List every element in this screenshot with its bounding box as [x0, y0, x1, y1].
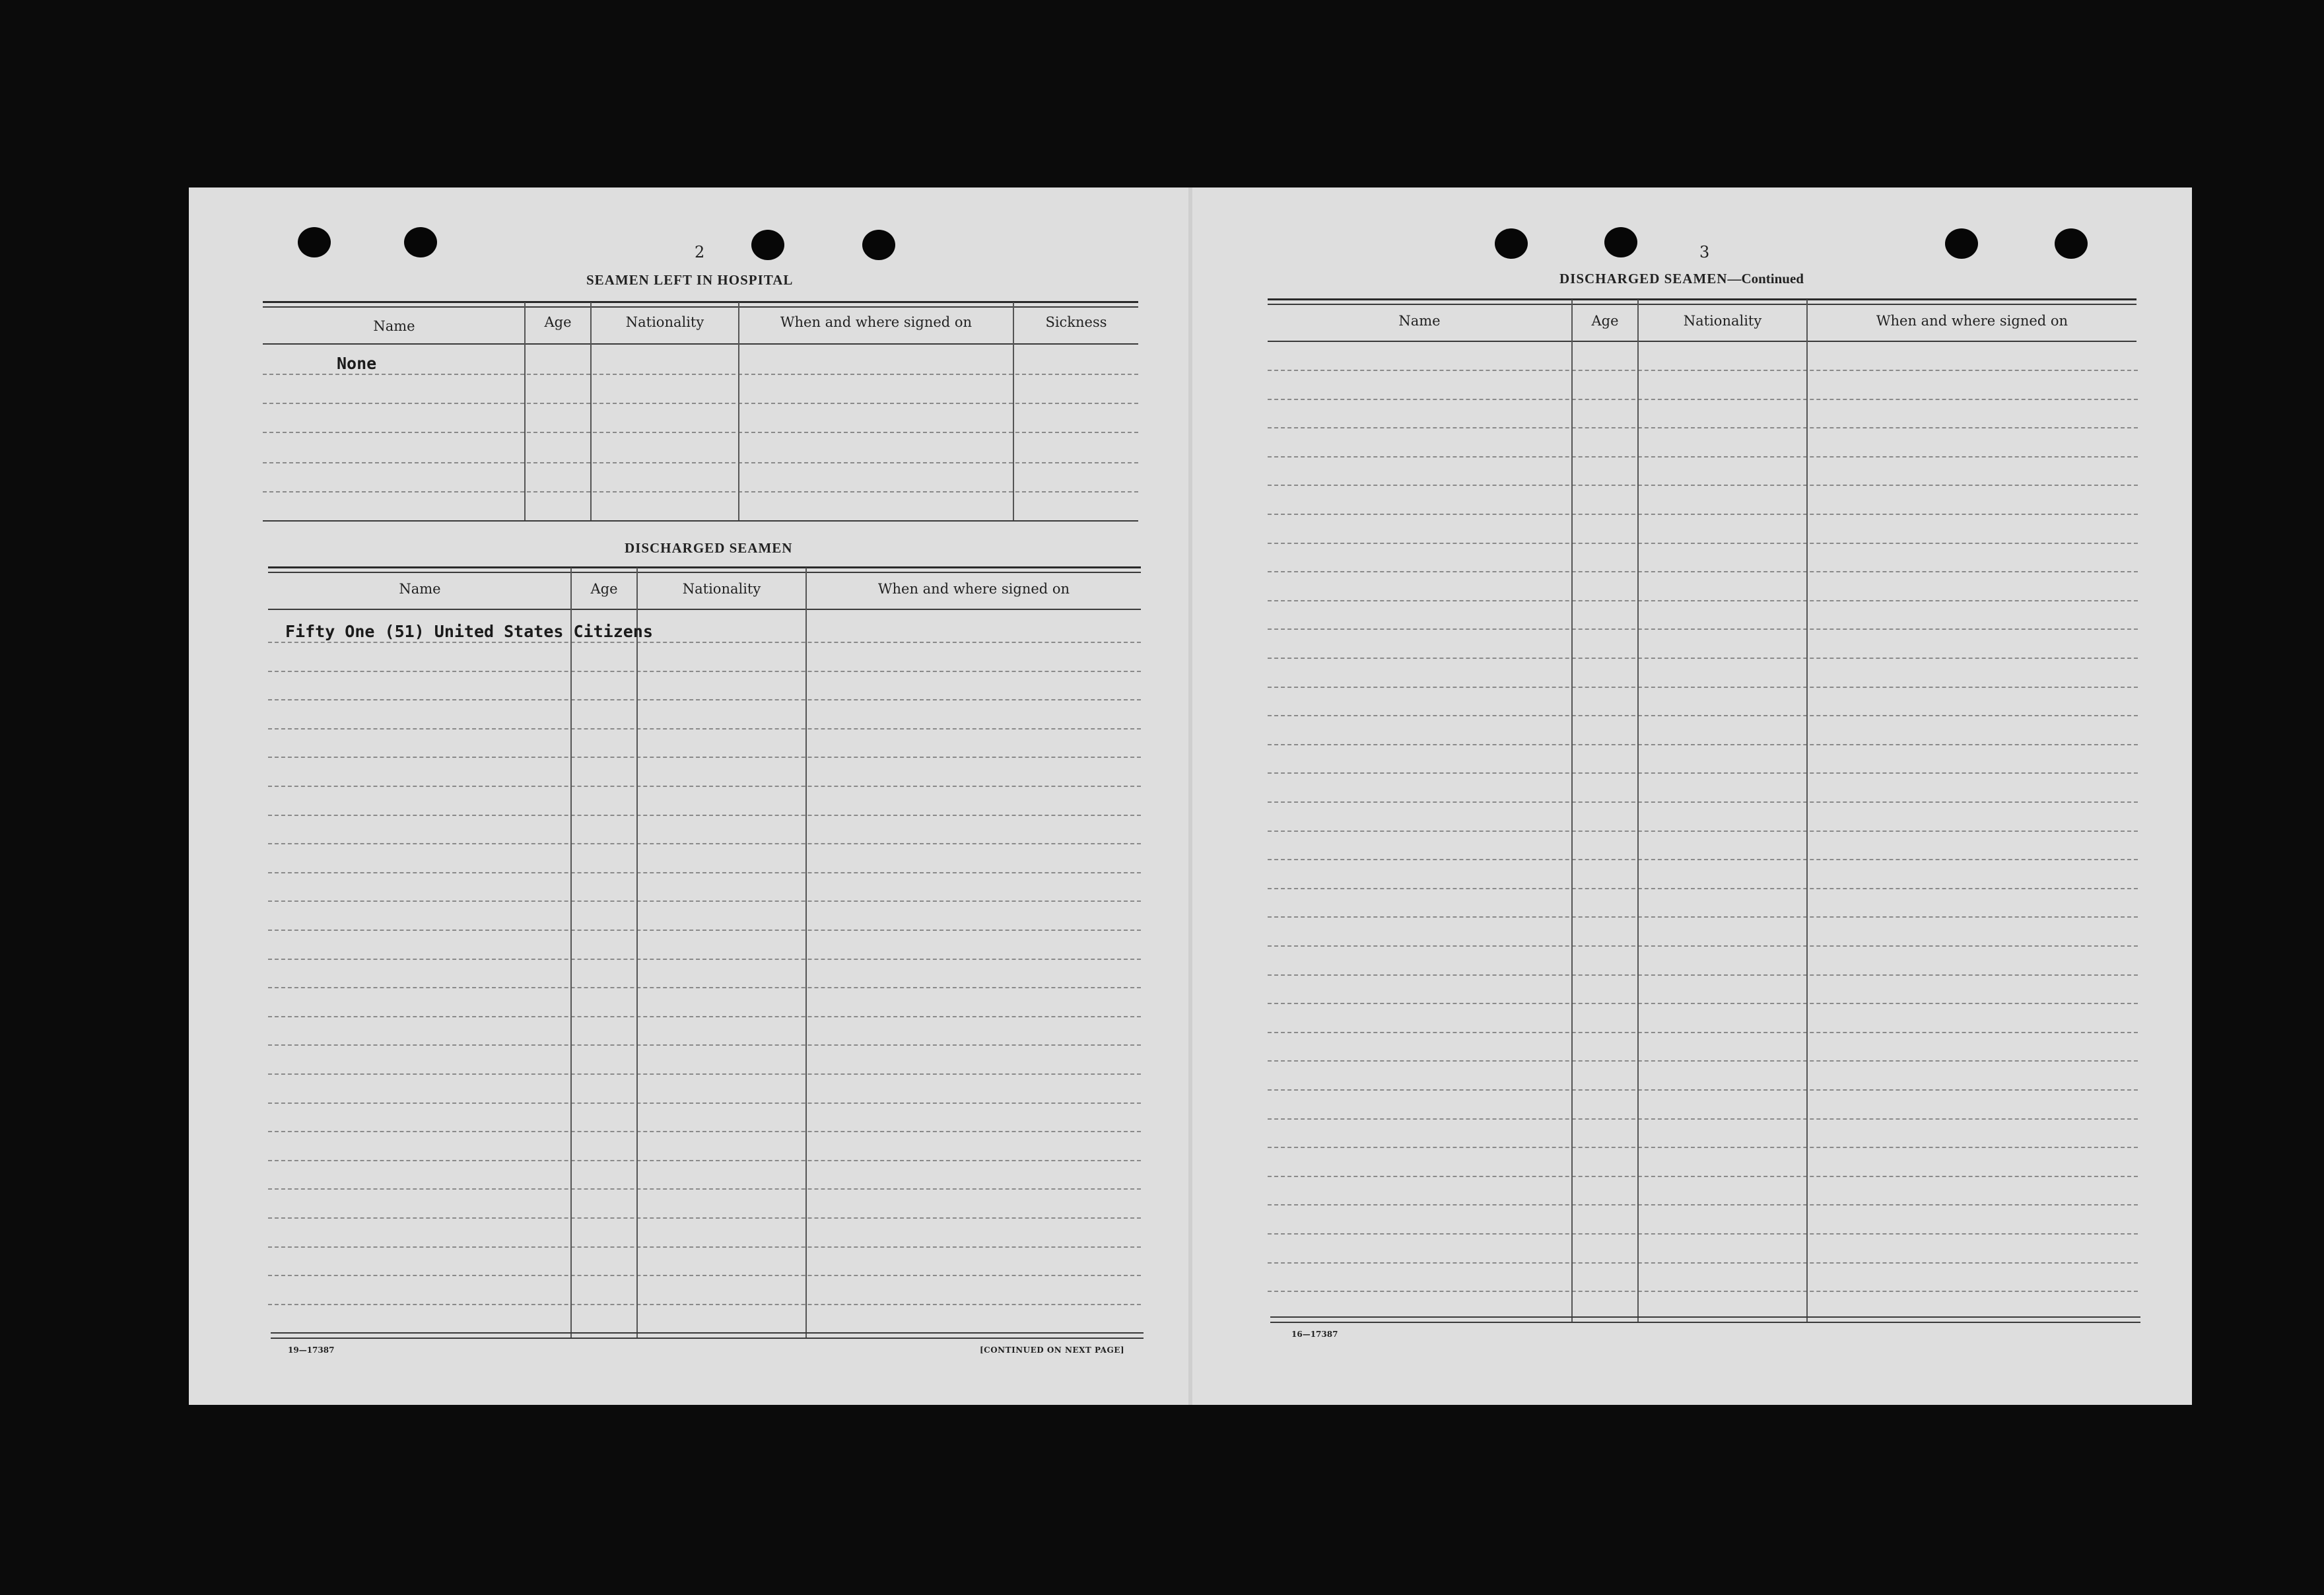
column-header-age: Age	[544, 314, 572, 330]
continued-note: [CONTINUED ON NEXT PAGE]	[980, 1345, 1125, 1355]
table-row-line	[263, 403, 1138, 404]
table-row-line	[1268, 514, 2138, 515]
table-row-line	[268, 1188, 1141, 1190]
column-divider	[1637, 300, 1639, 1322]
table-row-line	[268, 815, 1141, 816]
table-row-line	[1268, 571, 2138, 572]
table-row-line	[1268, 427, 2138, 428]
table-row-line	[1268, 1233, 2138, 1235]
column-header-name: Name	[399, 581, 441, 597]
discharged-continued-title-main: DISCHARGED SEAMEN	[1559, 271, 1728, 287]
table-row-line	[268, 987, 1141, 988]
page-number-left: 2	[695, 243, 705, 261]
table-row-line	[1268, 1089, 2138, 1091]
table-row-line	[268, 872, 1141, 873]
table-row-line	[268, 728, 1141, 730]
column-header-age: Age	[1591, 313, 1619, 329]
table-rule	[271, 1338, 1144, 1339]
table-row-line	[268, 671, 1141, 672]
table-row-line	[1268, 888, 2138, 889]
form-code-left: 19—17387	[288, 1345, 335, 1355]
table-row-line	[1268, 1118, 2138, 1120]
table-row-line	[1268, 831, 2138, 832]
table-rule	[1270, 1316, 2140, 1318]
page-fold	[1188, 187, 1192, 1405]
discharged-continued-title-suffix: —Continued	[1727, 271, 1804, 287]
page-number-right: 3	[1699, 243, 1710, 261]
table-rule	[263, 301, 1138, 303]
column-header-nationality: Nationality	[682, 581, 761, 597]
discharged-section-title: DISCHARGED SEAMEN	[625, 540, 793, 556]
punch-hole	[1945, 228, 1978, 259]
table-row-line	[1268, 456, 2138, 458]
table-row-line	[268, 1217, 1141, 1219]
table-rule	[1268, 341, 2136, 342]
table-row-line	[268, 786, 1141, 787]
column-divider	[1571, 300, 1573, 1322]
table-row-line	[1268, 485, 2138, 486]
table-row-line	[1268, 1032, 2138, 1033]
column-divider	[636, 568, 638, 1338]
table-row-line	[1268, 628, 2138, 630]
table-row-line	[1268, 370, 2138, 371]
table-row-line	[1268, 974, 2138, 976]
column-header-nationality: Nationality	[625, 314, 704, 330]
column-header-name: Name	[1398, 313, 1441, 329]
hospital-section-title: SEAMEN LEFT IN HOSPITAL	[586, 272, 794, 288]
punch-hole	[751, 230, 784, 260]
table-row-line	[1268, 945, 2138, 947]
table-row-line	[1268, 1176, 2138, 1177]
discharged-entry: Fifty One (51) United States Citizens	[285, 622, 653, 641]
table-rule	[1270, 1322, 2140, 1323]
discharged-continued-title	[1559, 271, 1804, 287]
column-divider	[570, 568, 572, 1338]
table-rule	[1268, 298, 2136, 300]
table-rule	[271, 1332, 1144, 1334]
table-row-line	[263, 432, 1138, 433]
table-row-line	[1268, 801, 2138, 803]
punch-hole	[1604, 227, 1637, 257]
form-code-right: 16—17387	[1291, 1330, 1338, 1339]
table-row-line	[268, 1073, 1141, 1075]
table-row-line	[1268, 658, 2138, 659]
column-header-age: Age	[590, 581, 618, 597]
table-row-line	[268, 900, 1141, 902]
table-row-line	[268, 699, 1141, 700]
column-divider	[590, 302, 592, 520]
table-row-line	[1268, 916, 2138, 918]
table-row-line	[268, 642, 1141, 643]
table-row-line	[1268, 744, 2138, 745]
table-row-line	[1268, 1262, 2138, 1264]
column-header-signed-on: When and where signed on	[1876, 313, 2068, 329]
table-row-line	[268, 1275, 1141, 1276]
table-row-line	[1268, 859, 2138, 860]
hospital-entry: None	[337, 354, 377, 373]
table-row-line	[1268, 772, 2138, 774]
table-row-line	[1268, 600, 2138, 601]
table-row-line	[1268, 1003, 2138, 1004]
column-header-signed-on: When and where signed on	[877, 581, 1070, 597]
punch-hole	[862, 230, 895, 260]
table-row-line	[1268, 399, 2138, 400]
table-row-line	[268, 1304, 1141, 1305]
table-row-line	[268, 1103, 1141, 1104]
table-row-line	[268, 1044, 1141, 1046]
column-divider	[805, 568, 807, 1338]
table-row-line	[1268, 687, 2138, 688]
column-header-name: Name	[373, 318, 415, 334]
table-row-line	[268, 843, 1141, 844]
column-divider	[738, 302, 739, 520]
table-row-line	[268, 930, 1141, 931]
table-rule	[263, 520, 1138, 522]
column-header-sickness: Sickness	[1045, 314, 1107, 330]
table-row-line	[268, 1131, 1141, 1132]
table-row-line	[1268, 1291, 2138, 1292]
punch-hole	[298, 227, 331, 257]
table-row-line	[268, 757, 1141, 758]
column-header-nationality: Nationality	[1683, 313, 1762, 329]
table-row-line	[263, 374, 1138, 375]
table-row-line	[1268, 1060, 2138, 1062]
punch-hole	[2055, 228, 2088, 259]
table-rule	[263, 306, 1138, 308]
table-row-line	[268, 1160, 1141, 1161]
table-rule	[268, 566, 1141, 568]
table-row-line	[1268, 1204, 2138, 1205]
punch-hole	[1495, 228, 1528, 259]
table-row-line	[268, 1016, 1141, 1017]
table-rule	[268, 609, 1141, 610]
table-row-line	[268, 959, 1141, 960]
table-row-line	[268, 1246, 1141, 1248]
table-row-line	[1268, 543, 2138, 544]
column-divider	[1806, 300, 1808, 1322]
table-row-line	[1268, 715, 2138, 716]
column-divider	[524, 302, 526, 520]
column-divider	[1013, 302, 1014, 520]
table-row-line	[263, 491, 1138, 492]
table-rule	[263, 343, 1138, 345]
column-header-signed-on: When and where signed on	[780, 314, 973, 330]
table-rule	[268, 572, 1141, 573]
table-row-line	[1268, 1147, 2138, 1148]
punch-hole	[404, 227, 437, 257]
table-row-line	[263, 462, 1138, 463]
table-rule	[1268, 304, 2136, 305]
